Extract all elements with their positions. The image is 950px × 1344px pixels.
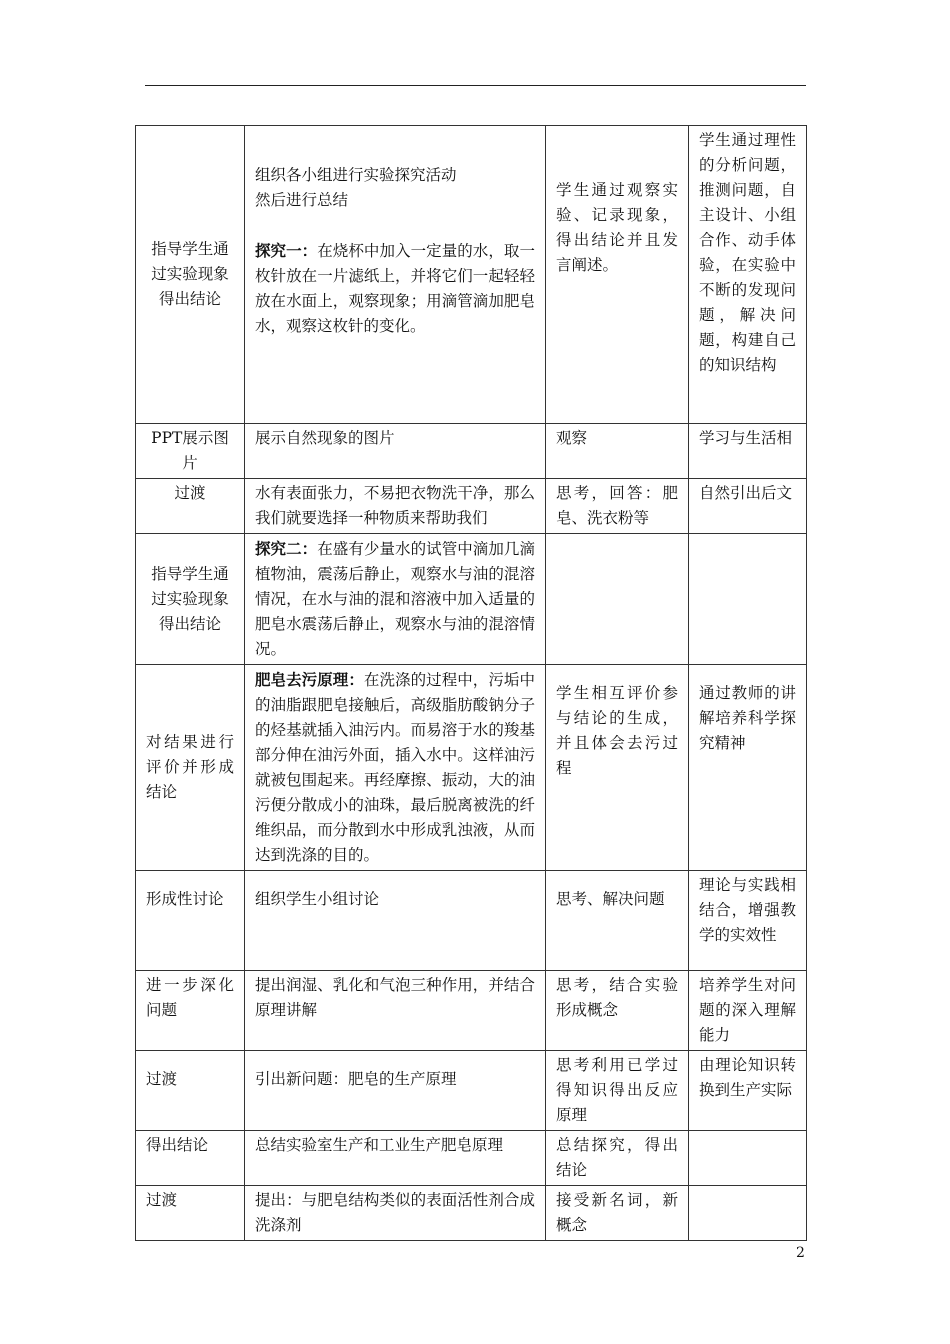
teaching-step-cell: [136, 971, 245, 1051]
student-activity-cell: [546, 665, 689, 871]
design-intent-cell: [689, 534, 807, 665]
spacer: [255, 213, 535, 238]
teaching-step-text: 过渡: [146, 1191, 178, 1209]
activity-paragraph: [255, 238, 535, 339]
table-row: [136, 1186, 807, 1241]
design-intent-cell: [689, 479, 807, 534]
activity-text: 在烧杯中加入一定量的水，取一枚针放在一片滤纸上，并将它们一起轻轻放在水面上，观察现象；用滴管滴加肥皂水，观察这枚针的变化。: [255, 241, 535, 335]
teacher-activity-cell: [245, 971, 546, 1051]
teacher-activity-cell: [245, 665, 546, 871]
design-intent-cell: [689, 1131, 807, 1186]
student-activity-cell: [546, 971, 689, 1051]
student-activity-cell: [546, 1131, 689, 1186]
table-row: [136, 871, 807, 971]
teacher-activity-cell: [245, 1131, 546, 1186]
teacher-activity-cell: [245, 1051, 546, 1131]
activity-text: 在盛有少量水的试管中滴加几滴植物油，震荡后静止，观察水与油的混溶情况，在水与油的混和溶液中加入适量的肥皂水震荡后静止，观察水与油的混溶情况。: [255, 540, 535, 658]
design-intent-cell: [689, 971, 807, 1051]
student-activity-text: 思考利用已学过得知识得出反应原理: [556, 1056, 678, 1124]
design-intent-cell: [689, 1186, 807, 1241]
keyword: 探究二：: [255, 539, 318, 558]
teacher-activity-text: 引出新问题：肥皂的生产原理: [255, 1070, 457, 1088]
design-intent-text: 通过教师的讲解培养科学探究精神: [699, 684, 796, 752]
design-intent-text: 自然引出后文: [699, 484, 793, 502]
teaching-step-text: 指导学生通过实验现象得出结论: [151, 564, 229, 633]
table-row: [136, 424, 807, 479]
student-activity-text: 观察: [556, 429, 588, 447]
table-row: [136, 479, 807, 534]
student-activity-text: 思考、解决问题: [556, 890, 665, 908]
teacher-activity-cell: [245, 871, 546, 971]
teaching-step-text: 进一步深化问题: [146, 976, 234, 1019]
student-activity-text: 总结探究，得出结论: [556, 1136, 678, 1179]
design-intent-text: 培养学生对问题的深入理解能力: [699, 976, 796, 1044]
activity-line: 组织各小组进行实验探究活动: [255, 165, 457, 184]
design-intent-cell: [689, 665, 807, 871]
teacher-activity-text: 提出：与肥皂结构类似的表面活性剂合成洗涤剂: [255, 1191, 535, 1234]
teacher-activity-text: 提出润湿、乳化和气泡三种作用，并结合原理讲解: [255, 976, 535, 1019]
activity-line: 然后进行总结: [255, 190, 349, 209]
teacher-activity-cell: [245, 534, 546, 665]
teaching-step-cell: [136, 1186, 245, 1241]
student-activity-cell: [546, 479, 689, 534]
teacher-activity-cell: [245, 126, 546, 424]
student-activity-cell: [546, 424, 689, 479]
design-intent-cell: [689, 126, 807, 424]
teaching-step-text: 形成性讨论: [146, 890, 224, 908]
teaching-step-text: 指导学生通过实验现象得出结论: [151, 240, 229, 308]
teaching-step-cell: [136, 534, 245, 665]
student-activity-cell: [546, 534, 689, 665]
keyword: 探究一：: [255, 240, 318, 260]
student-activity-text: 思考，结合实验形成概念: [556, 976, 678, 1019]
table-row: [136, 665, 807, 871]
teaching-step-cell: [136, 424, 245, 479]
teacher-activity-text: 展示自然现象的图片: [255, 429, 395, 447]
student-activity-cell: [546, 871, 689, 971]
teaching-step-cell: [136, 1131, 245, 1186]
teaching-step-cell: [136, 479, 245, 534]
student-activity-text: 学生通过观察实验、记录现象，得出结论并且发言阐述。: [556, 181, 678, 274]
design-intent-text: 学生通过理性的分析问题，推测问题，自主设计、小组合作、动手体验，在实验中不断的发现问题，解决问题，构建自己的知识结构: [699, 131, 796, 374]
table-row: [136, 1051, 807, 1131]
teacher-activity-cell: [245, 1186, 546, 1241]
student-activity-cell: [546, 1186, 689, 1241]
table-row: [136, 971, 807, 1051]
keyword: 肥皂去污原理：: [255, 670, 364, 689]
table-row: [136, 1131, 807, 1186]
design-intent-text: 学习与生活相: [699, 429, 793, 447]
design-intent-text: 由理论知识转换到生产实际: [699, 1056, 796, 1099]
student-activity-text: 接受新名词，新概念: [556, 1191, 678, 1234]
design-intent-cell: [689, 1051, 807, 1131]
activity-text: 在洗涤的过程中，污垢中的油脂跟肥皂接触后，高级脂肪酸钠分子的烃基就插入油污内。而易溶于水的羧基部分伸在油污外面，插入水中。这样油污就被包围起来。再经摩擦、振动，大的油污便分散成小的油珠，最后脱离被洗的纤维织品，而分散到水中形成乳浊液，从而达到洗涤的目的。: [255, 671, 535, 864]
student-activity-text: 学生相互评价参与结论的生成，并且体会去污过程: [556, 684, 678, 777]
teacher-activity-text: 水有表面张力，不易把衣物洗干净，那么我们就要选择一种物质来帮助我们: [255, 484, 535, 527]
header-rule: [145, 85, 806, 86]
teaching-step-text: 过渡: [146, 1070, 178, 1088]
teaching-step-cell: [136, 1051, 245, 1131]
table-row: [136, 126, 807, 424]
student-activity-cell: [546, 126, 689, 424]
teaching-step-cell: [136, 871, 245, 971]
teaching-step-cell: [136, 665, 245, 871]
teaching-step-text: PPT展示图片: [151, 429, 229, 472]
table-row: [136, 534, 807, 665]
lesson-plan-table: [135, 125, 807, 1241]
teacher-activity-cell: [245, 424, 546, 479]
teaching-step-text: 对结果进行评价并形成结论: [146, 733, 234, 801]
design-intent-cell: [689, 424, 807, 479]
teacher-activity-cell: [245, 479, 546, 534]
teaching-step-cell: [136, 126, 245, 424]
design-intent-text: 理论与实践相结合，增强教学的实效性: [699, 876, 796, 944]
page-number: 2: [796, 1245, 805, 1261]
teacher-activity-text: 组织学生小组讨论: [255, 890, 380, 908]
teaching-step-text: 过渡: [174, 484, 206, 502]
student-activity-cell: [546, 1051, 689, 1131]
student-activity-text: 思考，回答：肥皂、洗衣粉等: [556, 484, 678, 527]
teaching-step-text: 得出结论: [146, 1136, 209, 1154]
teacher-activity-text: 总结实验室生产和工业生产肥皂原理: [255, 1136, 504, 1154]
design-intent-cell: [689, 871, 807, 971]
